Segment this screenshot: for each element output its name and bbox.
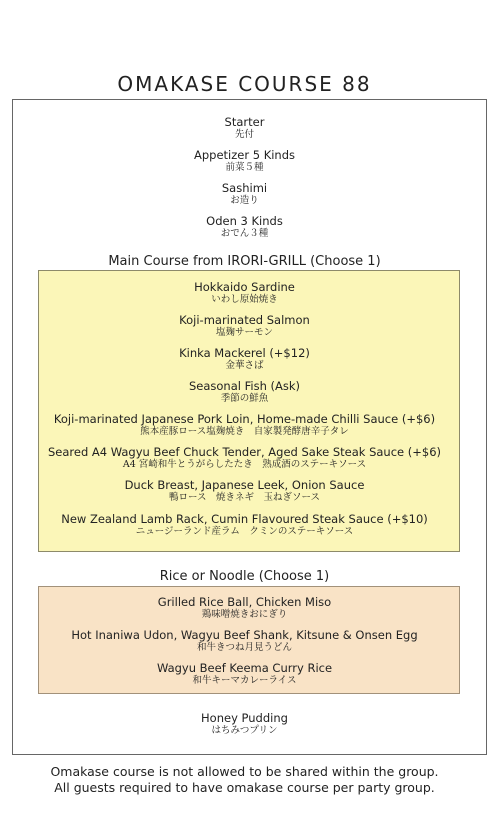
main-course-item: [0, 512, 489, 538]
item-japanese: 金華さば: [225, 360, 264, 371]
main-course-item: [0, 313, 489, 339]
item-english: Starter: [224, 115, 265, 129]
item-japanese: おでん３種: [220, 228, 269, 239]
item-japanese: 熊本産豚ロース塩麹焼き 自家製発酵唐辛子タレ: [140, 426, 349, 437]
item-japanese: 鴨ロース 焼きネギ 玉ねぎソース: [168, 492, 321, 503]
main-course-item: [0, 445, 489, 471]
rice-noodle-item: [0, 595, 489, 621]
dessert-item: [0, 711, 489, 737]
main-course-heading: Main Course from IRORI-GRILL (Choose 1): [108, 254, 381, 269]
item-english: Sashimi: [221, 181, 268, 195]
footer-line: All guests required to have omakase course per party group.: [54, 780, 435, 795]
main-course-item: [0, 379, 489, 405]
footer-line: Omakase course is not allowed to be shared within the group.: [50, 764, 439, 779]
item-english: New Zealand Lamb Rack, Cumin Flavoured Steak Sauce (+$10): [61, 512, 428, 526]
item-japanese: 季節の鮮魚: [220, 393, 269, 404]
item-japanese: 前菜５種: [225, 162, 264, 173]
item-english: Koji-marinated Japanese Pork Loin, Home-made Chilli Sauce (+$6): [53, 412, 436, 426]
item-japanese: 和牛キーマカレーライス: [192, 675, 297, 686]
item-english: Grilled Rice Ball, Chicken Miso: [157, 595, 332, 609]
item-english: Hot Inaniwa Udon, Wagyu Beef Shank, Kitsune & Onsen Egg: [71, 628, 418, 642]
rice-noodle-item: [0, 661, 489, 687]
item-japanese: 先付: [234, 129, 254, 140]
item-english: Kinka Mackerel (+$12): [179, 346, 310, 360]
item-japanese: 和牛きつね月見うどん: [196, 642, 292, 653]
starter-item: [0, 214, 489, 240]
item-japanese: 塩麹サーモン: [215, 327, 273, 338]
item-english: Appetizer 5 Kinds: [193, 148, 296, 162]
item-japanese: A4 宮崎和牛とうがらしたたき 熟成酒のステーキソース: [122, 459, 367, 470]
item-japanese: 鶏味噌焼きおにぎり: [201, 609, 288, 620]
item-japanese: お造り: [230, 195, 259, 206]
rice-noodle-item: [0, 628, 489, 654]
main-course-item: [0, 412, 489, 438]
starter-item: [0, 115, 489, 141]
item-english: Seared A4 Wagyu Beef Chuck Tender, Aged Sake Steak Sauce (+$6): [47, 445, 442, 459]
item-english: Seasonal Fish (Ask): [188, 379, 301, 393]
main-course-item: [0, 346, 489, 372]
item-english: Koji-marinated Salmon: [179, 313, 310, 327]
main-course-item: [0, 280, 489, 306]
rice-noodle-heading: Rice or Noodle (Choose 1): [159, 569, 330, 584]
item-english: Hokkaido Sardine: [194, 280, 295, 294]
item-english: Wagyu Beef Keema Curry Rice: [156, 661, 333, 675]
footer-note: [0, 764, 489, 796]
item-japanese: はちみつプリン: [211, 725, 278, 736]
page-title: OMAKASE COURSE 88: [117, 72, 372, 96]
item-english: Honey Pudding: [201, 711, 288, 725]
item-japanese: いわし原始焼き: [211, 294, 278, 305]
item-english: Oden 3 Kinds: [206, 214, 283, 228]
starter-item: [0, 148, 489, 174]
item-english: Duck Breast, Japanese Leek, Onion Sauce: [124, 478, 365, 492]
item-japanese: ニュージーランド産ラム クミンのステーキソース: [135, 526, 354, 537]
main-course-item: [0, 478, 489, 504]
starter-item: [0, 181, 489, 207]
